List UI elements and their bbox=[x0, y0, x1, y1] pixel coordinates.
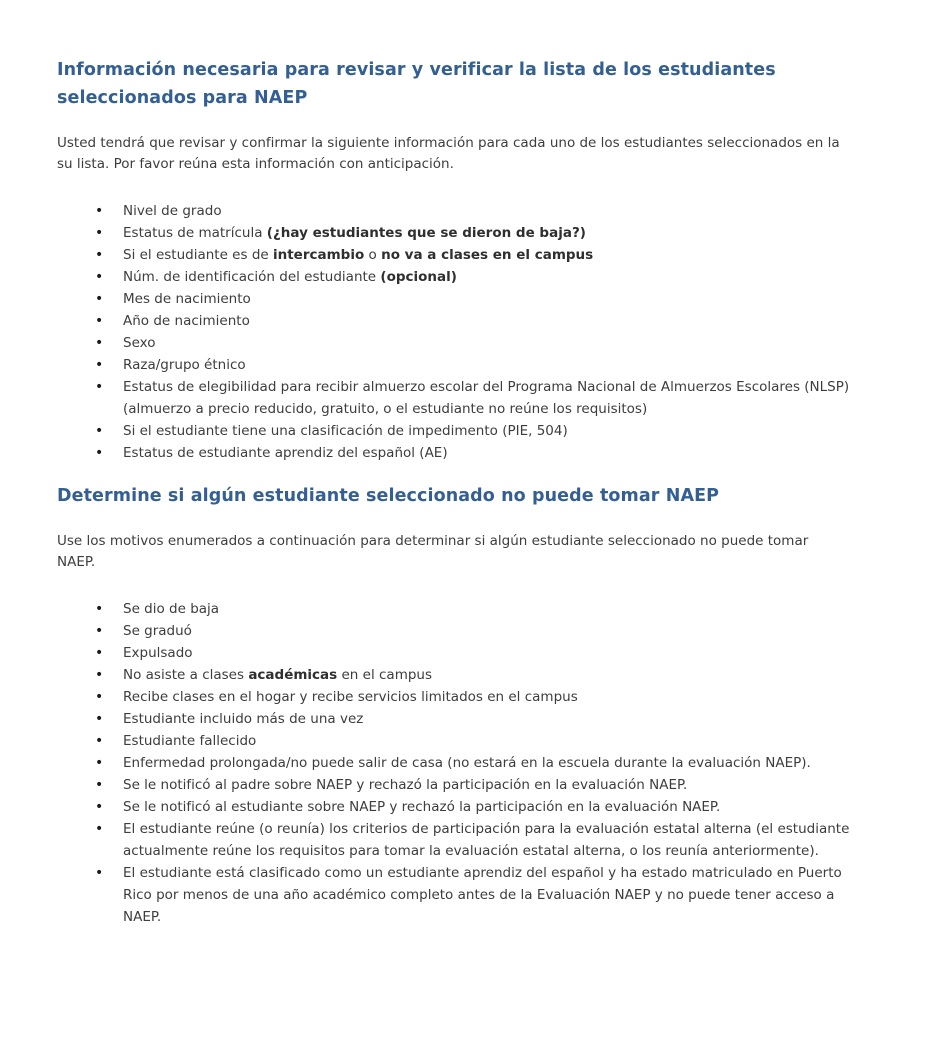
section-required-info bbox=[57, 56, 873, 464]
section-heading-required-info: Información necesaria para revisar y verificar la lista de los estudiantes seleccionados para NAEP bbox=[57, 60, 776, 108]
list-item: • Recibe clases en el hogar y recibe servicios limitados en el campus bbox=[57, 686, 857, 708]
list-item: • El estudiante está clasificado como un estudiante aprendiz del español y ha estado matriculado en Puerto Rico por menos de una año académico completo antes de la Evaluación NAEP y no puede tener acceso a NAEP. bbox=[57, 862, 857, 928]
list-item: • Se le notificó al estudiante sobre NAEP y rechazó la participación en la evaluación NAEP. bbox=[57, 796, 857, 818]
list-item: • El estudiante reúne (o reunía) los criterios de participación para la evaluación estatal alterna (el estudiante actualmente reúne los requisitos para tomar la evaluación estatal alterna, o los reunía anteriormente). bbox=[57, 818, 857, 862]
intro-paragraph-required-info: Usted tendrá que revisar y confirmar la siguiente información para cada uno de los estudiantes seleccionados en la su lista. Por favor reúna esta información con anticipación. bbox=[57, 135, 840, 172]
list-item: • Se dio de baja bbox=[57, 598, 857, 620]
section-heading-cannot-take-naep: Determine si algún estudiante seleccionado no puede tomar NAEP bbox=[57, 486, 720, 506]
list-item: • Estudiante incluido más de una vez bbox=[57, 708, 857, 730]
list-item: • No asiste a clases académicas en el campus bbox=[57, 664, 857, 686]
list-item: • Estudiante fallecido bbox=[57, 730, 857, 752]
list-item: • Se graduó bbox=[57, 620, 857, 642]
list-item: • Nivel de grado bbox=[57, 200, 857, 222]
list-item: • Estatus de estudiante aprendiz del español (AE) bbox=[57, 442, 857, 464]
list-item: • Sexo bbox=[57, 332, 857, 354]
list-item: • Si el estudiante tiene una clasificación de impedimento (PIE, 504) bbox=[57, 420, 857, 442]
list-item: • Mes de nacimiento bbox=[57, 288, 857, 310]
list-item: • Estatus de matrícula (¿hay estudiantes que se dieron de baja?) bbox=[57, 222, 857, 244]
required-info-list bbox=[57, 200, 857, 464]
exclusion-reasons-list bbox=[57, 598, 857, 928]
intro-paragraph-cannot-take-naep: Use los motivos enumerados a continuación para determinar si algún estudiante seleccionado no puede tomar NAEP. bbox=[57, 533, 809, 570]
list-item: • Si el estudiante es de intercambio o no va a clases en el campus bbox=[57, 244, 857, 266]
list-item: • Expulsado bbox=[57, 642, 857, 664]
list-item: • Raza/grupo étnico bbox=[57, 354, 857, 376]
list-item: • Estatus de elegibilidad para recibir almuerzo escolar del Programa Nacional de Almuerzos Escolares (NLSP) (almuerzo a precio reducido, gratuito, o el estudiante no reúne los requisitos) bbox=[57, 376, 857, 420]
list-item: • Enfermedad prolongada/no puede salir de casa (no estará en la escuela durante la evaluación NAEP). bbox=[57, 752, 857, 774]
list-item: • Año de nacimiento bbox=[57, 310, 857, 332]
section-cannot-take-naep bbox=[57, 482, 873, 928]
list-item: • Núm. de identificación del estudiante (opcional) bbox=[57, 266, 857, 288]
list-item: • Se le notificó al padre sobre NAEP y rechazó la participación en la evaluación NAEP. bbox=[57, 774, 857, 796]
